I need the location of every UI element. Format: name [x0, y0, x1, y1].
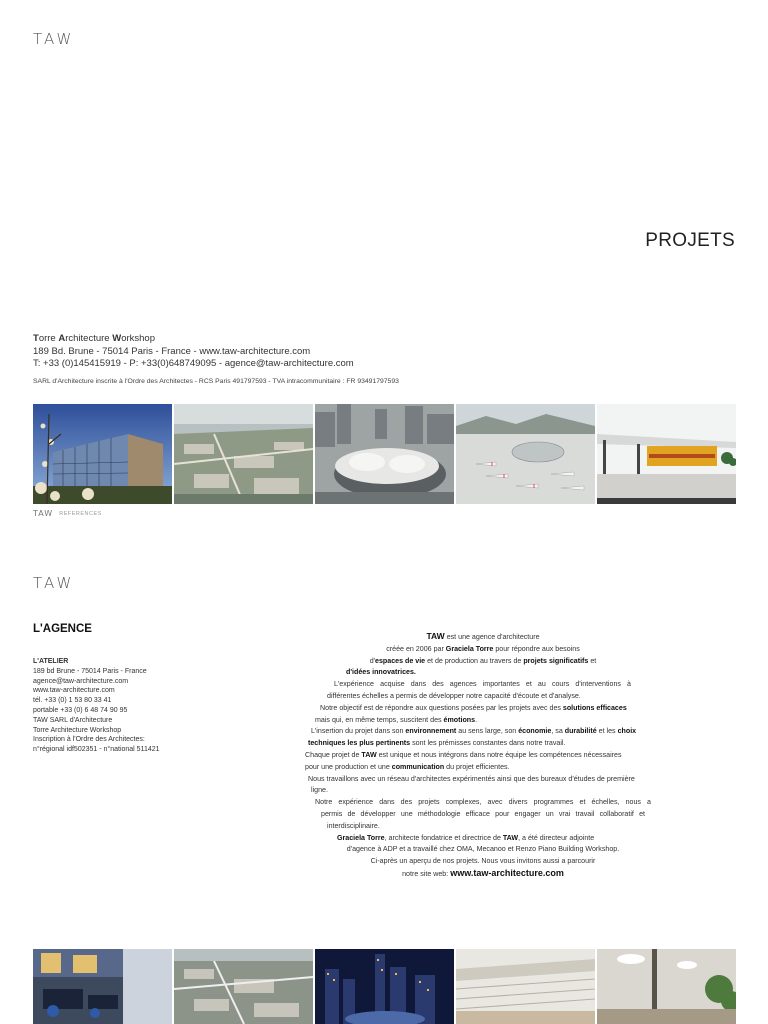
atelier-line: Inscription à l'Ordre des Architectes: [33, 736, 145, 744]
atelier-line: n°régional idf502351 - n°national 511421 [33, 746, 160, 754]
desc-line: Chaque projet de TAW est unique et nous intégrons dans notre équipe les compétences nécessaires [305, 750, 622, 759]
agence-description [305, 631, 661, 881]
project-photo-aerial-city-2 [174, 949, 313, 1024]
project-photo-canopy [597, 404, 736, 504]
desc-line: notre site web: www.taw-architecture.com [402, 867, 564, 878]
project-photo-stadium-interior [456, 949, 595, 1024]
desc-line: Notre objectif est de répondre aux questions posées par les projets avec des solutions efficaces [320, 703, 627, 712]
taw-logo-small: TAW [33, 509, 54, 518]
project-photo-airport [456, 404, 595, 504]
desc-line: créée en 2006 par Graciela Torre pour répondre aux besoins [386, 644, 580, 653]
atelier-info [33, 657, 160, 755]
company-phones: T: +33 (0)145415919 - P: +33(0)648749095 - agence@taw-architecture.com [33, 358, 354, 369]
project-photo-glass-building [33, 404, 172, 504]
project-photo-strip-top [33, 404, 736, 504]
project-photo-stadium [315, 404, 454, 504]
desc-line: Ci-après un aperçu de nos projets. Nous vous invitons aussi a parcourir [370, 857, 596, 866]
desc-line: Nous travaillons avec un réseau d'architectes expérimentés ainsi que des bureaux d'études de première [308, 774, 635, 783]
atelier-line: agence@taw-architecture.com [33, 677, 129, 685]
taw-logo-second-page: TAW [33, 574, 75, 592]
atelier-line: portable +33 (0) 6 48 74 90 95 [33, 706, 128, 714]
desc-line: L'insertion du projet dans son environnement au sens large, son économie, sa durabilité et les choix [311, 727, 637, 736]
contact-block [33, 333, 354, 371]
company-name: Torre Architecture Workshop [33, 333, 156, 344]
project-photo-strip-bottom [33, 949, 736, 1024]
project-photo-aerial-city [174, 404, 313, 504]
desc-line: mais qui, en même temps, suscitent des émotions. [315, 715, 478, 724]
desc-line: permis de développer une méthodologie efficace pour engager un vrai travail collaboratif et [321, 809, 645, 818]
desc-line: pour une production et une communication du projet efficientes. [305, 762, 510, 771]
desc-line: Notre expérience dans des projets complexes, avec divers programmes et échelles, nous a [315, 798, 651, 807]
desc-line: interdisciplinaire. [327, 821, 380, 830]
company-address: 189 Bd. Brune - 75014 Paris - France - www.taw-architecture.com [33, 345, 311, 357]
legal-mention: SARL d'Architecture inscrite à l'Ordre des Architectes - RCS Paris 491797593 - TVA intracommunitaire : FR 93491797593 [33, 378, 399, 385]
atelier-line: TAW SARL d'Architecture [33, 716, 113, 724]
project-photo-night-skyline [315, 949, 454, 1024]
taw-logo: TAW [33, 30, 75, 48]
references-footer [33, 509, 102, 518]
references-label: REFERENCES [59, 510, 102, 517]
project-photo-hall-lights [597, 949, 736, 1024]
desc-line: d'espaces de vie et de production au travers de projets significatifs et [369, 656, 597, 665]
page-title: PROJETS [645, 230, 735, 251]
atelier-line: Torre Architecture Workshop [33, 726, 122, 734]
atelier-line: www.taw-architecture.com [33, 687, 115, 695]
desc-line: différentes échelles a permis de développer notre capacité d'écoute et d'analyse. [327, 691, 581, 700]
desc-line: d'agence à ADP et a travaillé chez OMA, Mecanoo et Renzo Piano Building Workshop. [346, 845, 620, 854]
atelier-heading: L'ATELIER [33, 658, 69, 665]
desc-line: techniques les plus pertinents sont les prémisses constantes dans notre travail. [308, 739, 566, 748]
desc-line: ligne. [311, 786, 328, 795]
desc-line: TAW est une agence d'architecture [426, 631, 540, 641]
atelier-line: tél. +33 (0) 1 53 80 33 41 [33, 697, 112, 705]
project-photo-interior-office [33, 949, 172, 1024]
desc-line: Graciela Torre, architecte fondatrice et directrice de TAW, a été directeur adjointe [337, 833, 595, 842]
desc-line: d'idées innovatrices. [346, 668, 416, 677]
agence-title: L'AGENCE [33, 623, 92, 635]
atelier-line: 189 bd Brune - 75014 Paris - France [33, 667, 147, 675]
website-link[interactable]: www.taw-architecture.com [450, 867, 564, 878]
desc-line: L'expérience acquise dans des agences importantes et au cours d'interventions à [334, 680, 631, 689]
